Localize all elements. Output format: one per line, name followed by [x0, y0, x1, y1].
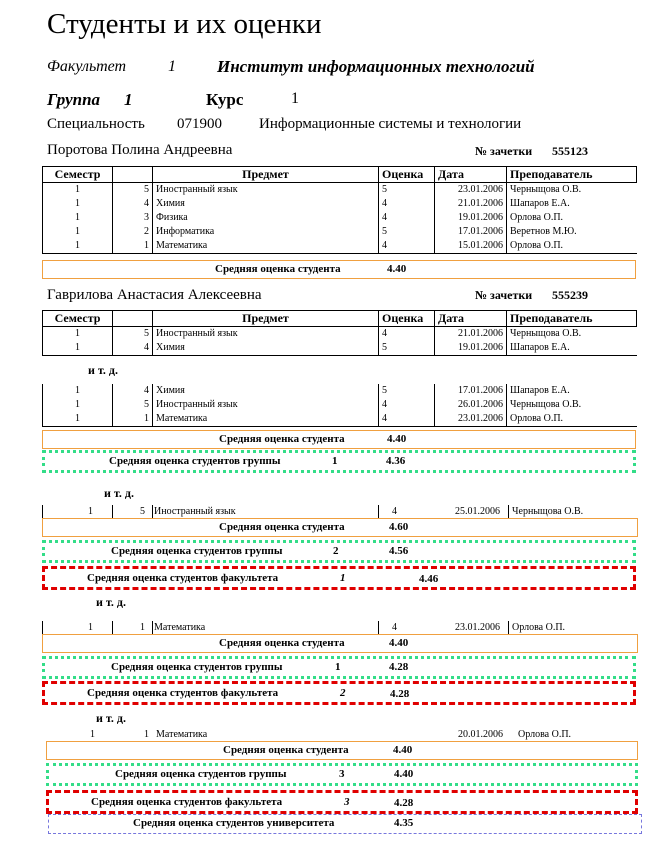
- faculty-average-value: 4.28: [390, 688, 410, 700]
- table-border: [42, 505, 43, 519]
- student-average-label: Средняя оценка студента: [219, 637, 345, 649]
- cell-semester: 1: [43, 341, 113, 356]
- cell-subject: Математика: [153, 412, 379, 427]
- header-subject: Предмет: [153, 311, 379, 327]
- header-date: Дата: [435, 311, 507, 327]
- table-row: [43, 327, 637, 342]
- group-average-label: Средняя оценка студентов группы: [111, 545, 283, 557]
- faculty-average-box: [42, 681, 636, 705]
- cell-teacher: Орлова О.П.: [507, 211, 637, 225]
- cell-date: 23.01.2006: [435, 183, 507, 198]
- cell-subject: Иностранный язык: [154, 506, 236, 517]
- university-average-label: Средняя оценка студентов университета: [133, 817, 335, 829]
- group-average-label: Средняя оценка студентов группы: [115, 768, 287, 780]
- header-semester: Семестр: [43, 311, 113, 327]
- group-average-box: [42, 450, 636, 473]
- university-average-value: 4.35: [394, 817, 414, 829]
- group-average-value: 4.40: [394, 768, 414, 780]
- group-number: 1: [335, 661, 341, 673]
- cell-teacher: Черныщова О.В.: [512, 506, 584, 517]
- cell-teacher: Черныщова О.В.: [507, 398, 637, 412]
- cell-grade: 5: [379, 183, 435, 198]
- header-date: Дата: [435, 167, 507, 183]
- cell-date: 17.01.2006: [435, 225, 507, 239]
- cell-number: 5: [113, 398, 153, 412]
- header-semester: Семестр: [43, 167, 113, 183]
- cell-semester: 1: [43, 225, 113, 239]
- cell-number: 5: [140, 506, 145, 517]
- cell-teacher: Шапаров Е.А.: [507, 197, 637, 211]
- cell-subject: Иностранный язык: [153, 183, 379, 198]
- student-average-box: [42, 634, 638, 653]
- cell-grade: 4: [379, 398, 435, 412]
- faculty-average-label: Средняя оценка студентов факультета: [87, 572, 279, 584]
- cell-number: 4: [113, 197, 153, 211]
- cell-subject: Математика: [153, 239, 379, 254]
- table-row: [43, 398, 637, 412]
- student-average-box: [42, 260, 636, 279]
- record-book-number: 555239: [552, 288, 588, 302]
- student-name: Поротова Полина Андреевна: [47, 142, 233, 158]
- etc-label: и т. д.: [104, 486, 134, 500]
- table-header-row: [43, 311, 637, 327]
- student-average-value: 4.40: [387, 263, 407, 275]
- cell-teacher: Шапаров Е.А.: [507, 384, 637, 398]
- cell-semester: 1: [43, 327, 113, 342]
- faculty-average-label: Средняя оценка студентов факультета: [87, 687, 279, 699]
- table-row: [43, 412, 637, 427]
- cell-date: 21.01.2006: [435, 327, 507, 342]
- etc-label: и т. д.: [96, 711, 126, 725]
- course-number: 1: [291, 90, 299, 107]
- cell-semester: 1: [43, 398, 113, 412]
- header-teacher: Преподаватель: [507, 167, 637, 183]
- etc-label: и т. д.: [96, 595, 126, 609]
- cell-semester: 1: [43, 412, 113, 427]
- table-border: [152, 505, 153, 519]
- group-average-box: [42, 656, 636, 679]
- etc-label: и т. д.: [88, 363, 118, 377]
- student-average-value: 4.40: [393, 744, 413, 756]
- cell-teacher: Черныщова О.В.: [507, 183, 637, 198]
- student-name: Гаврилова Анастасия Алексеевна: [47, 287, 262, 303]
- table-border: [112, 505, 113, 519]
- cell-date: 23.01.2006: [455, 622, 500, 633]
- table-row: [48, 728, 638, 742]
- cell-subject: Химия: [153, 384, 379, 398]
- faculty-average-value: 4.46: [419, 573, 439, 585]
- cell-subject: Математика: [156, 729, 208, 740]
- cell-grade: 4: [392, 622, 397, 633]
- group-average-box: [46, 763, 638, 786]
- cell-date: 15.01.2006: [435, 239, 507, 254]
- group-number: 1: [332, 455, 338, 467]
- table-header-row: [43, 167, 637, 183]
- student-average-box: [42, 430, 636, 449]
- cell-subject: Иностранный язык: [153, 327, 379, 342]
- faculty-average-value: 4.28: [394, 797, 414, 809]
- cell-number: 5: [113, 183, 153, 198]
- table-border: [378, 621, 379, 635]
- cell-grade: 4: [379, 211, 435, 225]
- header-subject: Предмет: [153, 167, 379, 183]
- cell-number: 1: [140, 622, 145, 633]
- cell-semester: 1: [43, 211, 113, 225]
- cell-semester: 1: [90, 729, 95, 740]
- cell-grade: 5: [379, 225, 435, 239]
- header-teacher: Преподаватель: [507, 311, 637, 327]
- cell-number: 4: [113, 341, 153, 356]
- cell-semester: 1: [43, 239, 113, 254]
- cell-number: 2: [113, 225, 153, 239]
- table-border: [378, 505, 379, 519]
- cell-grade: 5: [379, 384, 435, 398]
- faculty-number: 1: [340, 572, 346, 584]
- student-average-value: 4.60: [389, 521, 409, 533]
- cell-teacher: Черныщова О.В.: [507, 327, 637, 342]
- student-average-label: Средняя оценка студента: [219, 521, 345, 533]
- cell-teacher: Веретнов М.Ю.: [507, 225, 637, 239]
- table-border: [152, 621, 153, 635]
- student-average-box: [46, 741, 638, 760]
- student-average-value: 4.40: [387, 433, 407, 445]
- cell-grade: 4: [379, 197, 435, 211]
- faculty-number: 2: [340, 687, 346, 699]
- faculty-average-box: [42, 566, 636, 590]
- cell-teacher: Орлова О.П.: [512, 622, 566, 633]
- specialty-code: 071900: [177, 116, 222, 132]
- group-average-value: 4.56: [389, 545, 409, 557]
- cell-teacher: Орлова О.П.: [507, 412, 637, 427]
- faculty-label: Факультет: [47, 58, 127, 75]
- table-border: [508, 621, 509, 635]
- faculty-name: Институт информационных технологий: [217, 57, 535, 76]
- table-row: [43, 183, 637, 198]
- cell-semester: 1: [88, 506, 93, 517]
- cell-number: 5: [113, 327, 153, 342]
- cell-semester: 1: [43, 183, 113, 198]
- specialty-name: Информационные системы и технологии: [259, 116, 522, 132]
- table-border: [42, 621, 43, 635]
- cell-grade: 4: [379, 239, 435, 254]
- page-title: Студенты и их оценки: [47, 8, 322, 40]
- header-blank: [113, 311, 153, 327]
- table-row: [43, 239, 637, 254]
- header-blank: [113, 167, 153, 183]
- table-row: [43, 384, 637, 398]
- cell-date: 19.01.2006: [435, 211, 507, 225]
- cell-subject: Физика: [153, 211, 379, 225]
- group-number: 1: [124, 90, 133, 109]
- table-row: [43, 197, 637, 211]
- cell-number: 4: [113, 384, 153, 398]
- table-row: [42, 505, 636, 519]
- cell-subject: Математика: [154, 622, 206, 633]
- cell-date: 26.01.2006: [435, 398, 507, 412]
- cell-date: 17.01.2006: [435, 384, 507, 398]
- group-label: Группа: [47, 90, 101, 109]
- grades-table: [42, 384, 637, 427]
- student-average-label: Средняя оценка студента: [219, 433, 345, 445]
- group-average-label: Средняя оценка студентов группы: [111, 661, 283, 673]
- cell-subject: Химия: [153, 341, 379, 356]
- cell-date: 20.01.2006: [458, 729, 503, 740]
- record-book-label: № зачетки: [475, 288, 533, 302]
- cell-semester: 1: [88, 622, 93, 633]
- group-average-value: 4.36: [386, 455, 406, 467]
- table-border: [112, 621, 113, 635]
- student-average-label: Средняя оценка студента: [215, 263, 341, 275]
- grades-table: [42, 166, 637, 254]
- cell-date: 23.01.2006: [435, 412, 507, 427]
- cell-teacher: Шапаров Е.А.: [507, 341, 637, 356]
- group-average-box: [42, 540, 636, 563]
- faculty-average-label: Средняя оценка студентов факультета: [91, 796, 283, 808]
- faculty-average-box: [46, 790, 638, 814]
- header-grade: Оценка: [379, 167, 435, 183]
- record-book-number: 555123: [552, 144, 588, 158]
- group-number: 3: [339, 768, 345, 780]
- table-row: [43, 341, 637, 356]
- cell-semester: 1: [43, 384, 113, 398]
- faculty-number: 1: [168, 58, 176, 75]
- table-border: [508, 505, 509, 519]
- record-book-label: № зачетки: [475, 144, 533, 158]
- faculty-number: 3: [344, 796, 350, 808]
- group-average-value: 4.28: [389, 661, 409, 673]
- cell-grade: 4: [392, 506, 397, 517]
- cell-grade: 4: [379, 412, 435, 427]
- group-average-label: Средняя оценка студентов группы: [109, 455, 281, 467]
- cell-subject: Иностранный язык: [153, 398, 379, 412]
- table-row: [43, 211, 637, 225]
- cell-grade: 5: [379, 341, 435, 356]
- cell-number: 3: [113, 211, 153, 225]
- university-average-box: [48, 814, 642, 834]
- cell-teacher: Орлова О.П.: [518, 729, 572, 740]
- group-number: 2: [333, 545, 339, 557]
- specialty-label: Специальность: [47, 116, 145, 132]
- course-label: Курс: [206, 90, 244, 109]
- cell-date: 25.01.2006: [455, 506, 500, 517]
- cell-grade: 4: [379, 327, 435, 342]
- student-average-label: Средняя оценка студента: [223, 744, 349, 756]
- cell-number: 1: [144, 729, 149, 740]
- table-row: [43, 225, 637, 239]
- header-grade: Оценка: [379, 311, 435, 327]
- cell-number: 1: [113, 412, 153, 427]
- cell-date: 21.01.2006: [435, 197, 507, 211]
- cell-semester: 1: [43, 197, 113, 211]
- student-average-value: 4.40: [389, 637, 409, 649]
- table-row: [42, 621, 636, 635]
- cell-subject: Информатика: [153, 225, 379, 239]
- grades-table: [42, 310, 637, 356]
- cell-teacher: Орлова О.П.: [507, 239, 637, 254]
- student-average-box: [42, 518, 638, 537]
- cell-number: 1: [113, 239, 153, 254]
- cell-date: 19.01.2006: [435, 341, 507, 356]
- cell-subject: Химия: [153, 197, 379, 211]
